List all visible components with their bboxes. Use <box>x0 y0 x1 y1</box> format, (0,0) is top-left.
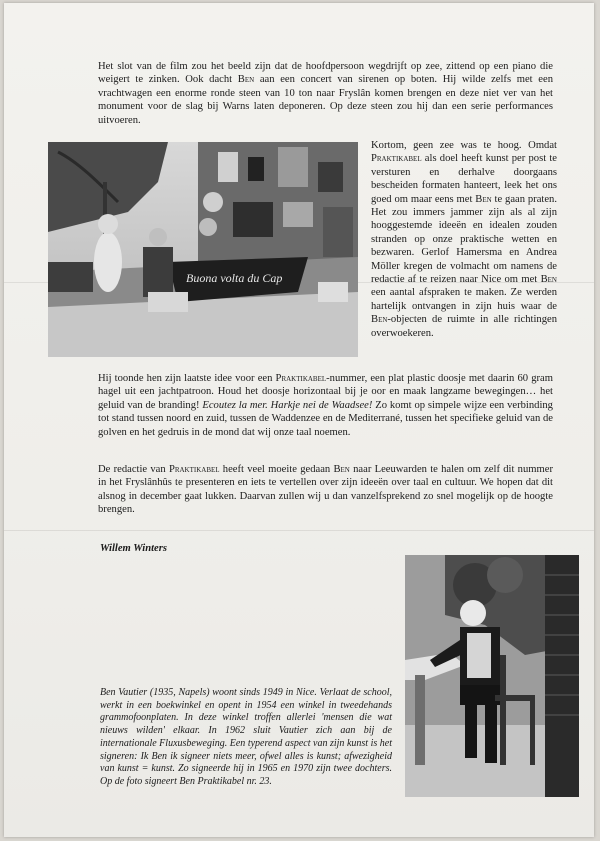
photo-ben-signing <box>405 555 579 797</box>
photo-ben-house-garden <box>48 142 358 357</box>
author-name: Willem Winters <box>100 543 168 554</box>
bio-caption: Ben Vautier (1935, Napels) woont sinds 1949 in Nice. Verlaat de school, werkt in een boekwinkel en opent in 1954 een winkel in tweedehands grammofoonplaten. In deze winkel troffen allerlei 'mensen die wat nieuws wilden' elkaar. In 1962 sluit Vautier zich aan bij de internationale Fluxusbeweging. Een typerend aspect van zijn kunst is het signeren: Ik Ben ik signeer niets meer, ofwel alles is kunst; afwezigheid van kunst = kunst. Zo signeerde hij in 1965 en 1970 zijn twee dochters. Op de foto signeert Ben Praktikabel nr. 23. <box>100 687 392 787</box>
paragraph-idea: Hij toonde hen zijn laatste idee voor een Praktikabel-nummer, een plat plastic doosje met daarin 60 gram hagel uit een jachtpatroon. Houd het doosje horizontaal bij je oor en maak langzame bewegingen… het geluid van de branding! Ecoutez la mer. Harkje nei de Waadsee! Zo komt op simpele wijze een verbinding tot stand tussen noord en zuid, tussen de Waddenzee en de Mediterrané, tussen het specifieke geluid van de golven en het gedruis in de mond dat wij onze taal noemen. <box>98 373 553 438</box>
paragraph-intro: Het slot van de film zou het beeld zijn dat de hoofdpersoon wegdrijft op zee, zittend op een piano die weigert te zinken. Ook dacht Ben aan een concert van sirenen op boten. Hij wilde zelfs met een vrachtwagen een enorme ronde steen van 10 ton naar Fryslân komen brengen en deze niet ver van het monument voor de slag bij Warns laten deponeren. Op deze steen zou hij dan een serie performances uitvoeren. <box>98 61 553 126</box>
paragraph-redactie: De redactie van Praktikabel heeft veel moeite gedaan Ben naar Leeuwarden te halen om zelf dit nummer in het Fryslânhûs te presenteren en iets te vertellen over zijn ideeën over taal en cultuur. We hopen dat dit alsnog in december gaat lukken. Daarvan zullen wij u dan vanzelfsprekend zo snel mogelijk op de hoogte brengen. <box>98 464 553 516</box>
fold-line <box>4 530 594 531</box>
banner-text: Buona volta du Cap <box>186 271 283 285</box>
paragraph-kortom: Kortom, geen zee was te hoog. Omdat Praktikabel als doel heeft kunst per post te versturen en derhalve doorgaans bescheiden formaten hanteert, leek het ons goed om maar eens met Ben te gaan praten. Het zou immers jammer zijn als al zijn hooggestemde ideeën en idealen zouden stranden op onze praktische wetten en bezwaren. Gerlof Hamersma en Andrea Möller kregen de volmacht om namens de redactie af te reizen naar Nice om met Ben een aantal afspraken te maken. Ze werden hartelijk ontvangen in zijn huis waar de Ben-objecten de ruimte in alle richtingen overwoekeren. <box>371 140 557 339</box>
